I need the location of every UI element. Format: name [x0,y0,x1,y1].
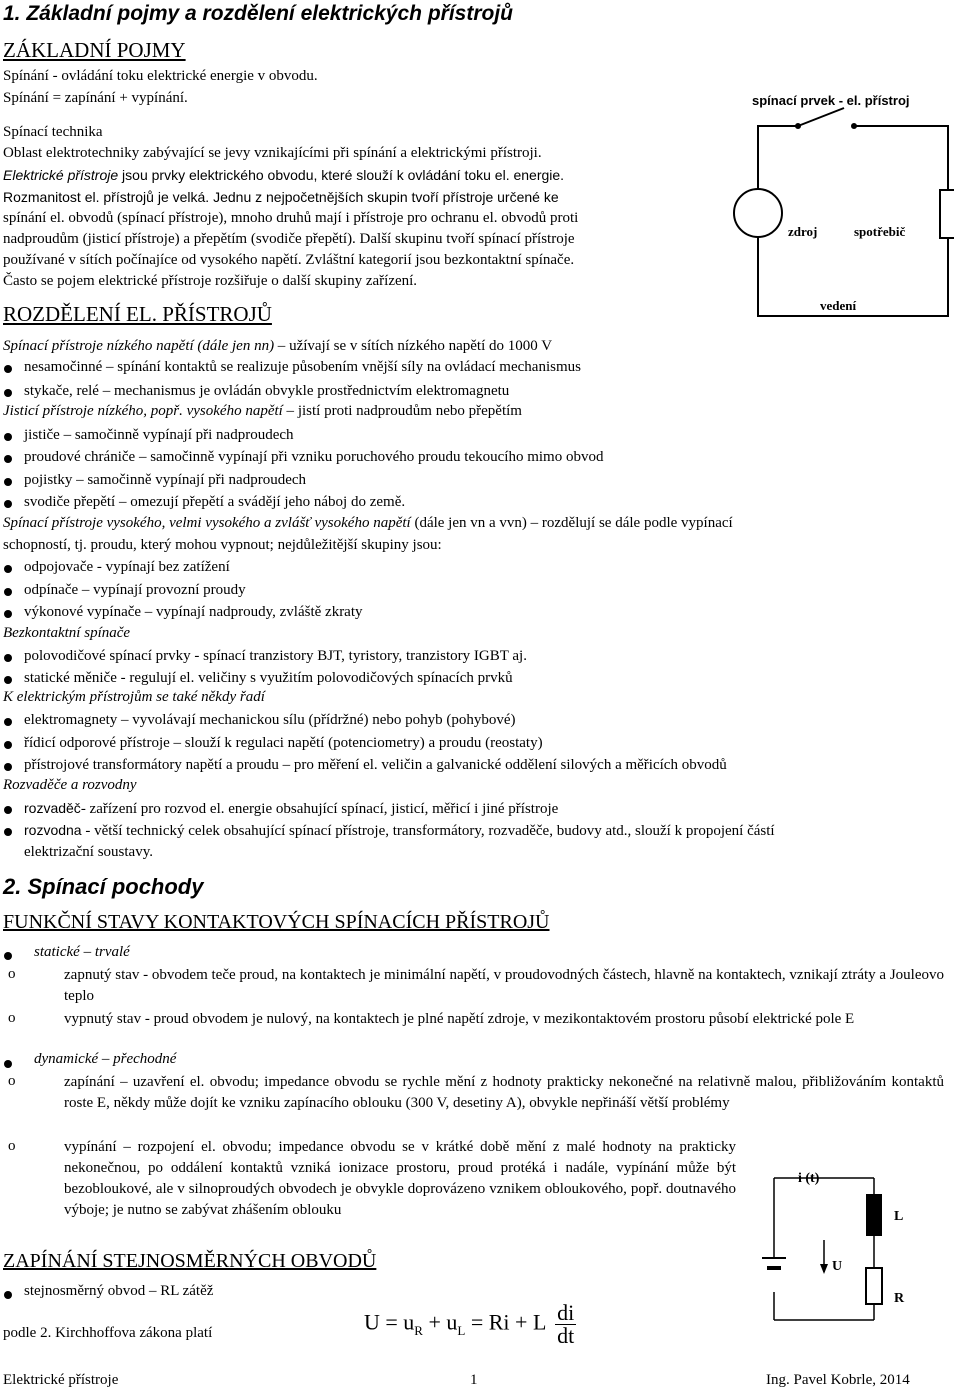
jist-line [3,403,522,420]
eq-fraction [555,1302,576,1347]
bk-title: Bezkontaktní spínače [3,625,131,641]
rz-item-2-cont: elektrizační soustavy. [24,844,153,860]
inductor-symbol [866,1194,882,1236]
resistor-label: R [894,1291,905,1306]
vn-item-3: výkonové vypínače – vypínají nadproudy, zvláště zkraty [24,604,363,620]
switch-circuit-diagram [726,88,954,320]
static-item-1: zapnutý stav - obvodem teče proud, na kontaktech je minimální napětí, v proudovodných částech, hlavně na kontaktech, vznikají ztráty a Jouleovo teplo [64,967,944,1004]
intro-line-2: Spínání = zapínání + vypínání. [3,90,188,106]
jist-item-1: jističe – samočinně vypínají při nadproudech [24,427,294,443]
para-line-4: používané v sítích počínajíce od vysokého napětí. Zvláštní kategorií jsou bezkontaktní spínače. [3,252,575,268]
rz-item-2-term: rozvodna [24,822,82,838]
tech-title: Spínací technika [3,124,103,140]
intro-line-1: Spínání - ovládání toku elektrické energie v obvodu. [3,68,318,84]
rz-item-1 [24,800,558,818]
resistor-symbol [866,1268,882,1304]
vn-rest-2: schopností, tj. proudu, který mohou vypnout; nejdůležitější skupiny jsou: [3,537,442,553]
footer-left: Elektrické přístroje [3,1372,119,1388]
eq-numerator: di [557,1300,575,1325]
line-label: vedení [820,298,857,313]
bk-item-1: polovodičové spínací prvky - spínací tranzistory BJT, tyristory, tranzistory IGBT aj. [24,648,527,664]
jist-item-3: pojistky – samočinně vypínají při nadproudech [24,472,307,488]
eq-sub-r: R [414,1322,423,1338]
eq-rhs: = Ri + L [465,1309,546,1335]
dynamic-item-2: vypínání – rozpojení el. obvodu; impedance obvodu se v krátké době mění z malé hodnoty na prakticky nekonečnou, po oddálení kontaktů vzniká ionizace prostoru, proud protéká i nadále, vypínání může být bezobloukové, ale v silnoproudých obvodech je obvykle doprovázeno vznikem obloukového, popř. doutnavého výboje; je nutno se zabývat zhášením oblouku [64,1139,736,1218]
marker-o: o [8,966,16,982]
eq-plus: + u [422,1309,458,1335]
rz-item-1-term: rozvaděč [24,800,81,816]
rl-circuit-diagram [754,1140,954,1340]
vn-line [3,515,947,532]
heading-dc-switching: ZAPÍNÁNÍ STEJNOSMĚRNÝCH OBVODŮ [3,1250,377,1272]
nn-item-1: nesamočinné – spínání kontaktů se realizuje působením vnější síly na ovládací mechanismus [24,359,581,375]
load-symbol [940,190,954,238]
vn-item-1: odpojovače - vypínají bez zatížení [24,559,230,575]
jist-item-2: proudové chrániče – samočinně vypínají při vzniku poruchového proudu tekoucího mimo obvod [24,449,604,465]
inductor-label: L [894,1209,904,1224]
marker-o: o [8,1073,16,1089]
para-line-1: Rozmanitost el. přístrojů je velká. Jednu z nejpočetnějších skupin tvoří přístroje určené ke [3,189,559,205]
ep-definition [3,167,564,183]
vn-item-2: odpínače – vypínají provozní proudy [24,582,246,598]
footer-page-number: 1 [470,1372,478,1388]
nn-italic: Spínací přístroje nízkého napětí (dále jen nn) – [3,338,286,354]
eq-sub-l: L [457,1322,466,1338]
section-1-title: 1. Základní pojmy a rozdělení elektrických přístrojů [3,2,513,25]
jist-rest: jistí proti nadproudům nebo přepětím [294,403,522,419]
current-label: i (t) [798,1171,820,1186]
rz-title: Rozvaděče a rozvodny [3,777,137,793]
switch-contact-right [851,123,857,129]
marker-o: o [8,1010,16,1026]
circuit-loop [758,126,948,316]
diagram-title: spínací prvek - el. přístroj [752,93,910,108]
voltage-label: U [832,1259,843,1274]
vn-rest-1: (dále jen vn a vvn) – rozdělují se dále podle vypínací [410,515,733,531]
load-label: spotřebič [854,224,906,239]
dynamic-item-1: zapínání – uzavření el. obvodu; impedance obvodu se rychle mění z hodnoty prakticky nekonečné na relativně malou, přibližováním kontaktů roste E, někdy může dojít ke vzniku zapínacího oblouku (300 V, desetiny A), obvykle nepřináší větší problémy [64,1074,944,1111]
tech-line: Oblast elektrotechniky zabývající se jevy vznikajícími při spínání a elektrickými přístroji. [3,145,542,161]
dynamic-title: dynamické – přechodné [34,1051,177,1067]
para-line-3: nadproudům (jisticí přístroje) a přepětím (svodiče přepětí). Další skupinu tvoří spínací přístroje [3,231,575,247]
vn-italic: Spínací přístroje vysokého, velmi vysokého a zvlášť vysokého napětí [3,515,411,531]
nn-item-2: stykače, relé – mechanismus je ovládán obvykle prostřednictvím elektromagnetu [24,383,510,399]
ep-term: Elektrické přístroje [3,167,119,183]
heading-functional-states: FUNKČNÍ STAVY KONTAKTOVÝCH SPÍNACÍCH PŘÍSTROJŮ [3,911,550,933]
source-label: zdroj [788,224,818,239]
rz-item-1-rest: - zařízení pro rozvod el. energie obsahující spínací, jisticí, měřicí i jiné přístroje [80,801,559,817]
rz-item-2-rest: - větší technický celek obsahující spínací přístroje, transformátory, rozvaděče, budovy atd., slouží k propojení částí [81,823,775,839]
eq-denominator: dt [557,1323,575,1348]
nn-line [3,338,552,355]
equation [364,1302,576,1347]
jist-italic: Jisticí přístroje nízkého, popř. vysokého napětí – [3,403,295,419]
source-symbol [734,189,782,237]
bk-item-2: statické měniče - regulují el. veličiny s využitím polovodičových spínacích prvků [24,670,513,686]
nn-rest: užívají se v sítích nízkého napětí do 1000 V [285,338,553,354]
ep-rest: jsou prvky elektrického obvodu, které slouží k ovládání toku el. energie. [118,167,565,183]
heading-division: ROZDĚLENÍ EL. PŘÍSTROJŮ [3,302,272,326]
para-line-5: Často se pojem elektrické přístroje rozšiřuje o další skupiny zařízení. [3,273,418,289]
section-2-title: 2. Spínací pochody [3,874,204,899]
ek-title: K elektrickým přístrojům se také někdy řadí [3,689,265,705]
jist-item-4: svodiče přepětí – omezují přepětí a svádějí jeho náboj do země. [24,494,406,510]
ek-item-2: řídicí odporové přístroje – slouží k regulaci napětí (potenciometry) a proudu (reostaty) [24,735,543,751]
eq-lhs: U = u [364,1309,415,1335]
rz-item-2 [24,822,775,840]
marker-o: o [8,1138,16,1154]
para-line-2: spínání el. obvodů (spínací přístroje), mnoho druhů mají i přístroje pro ochranu el. obvodů proti [3,210,579,226]
heading-basic-terms: ZÁKLADNÍ POJMY [3,38,186,62]
footer-right: Ing. Pavel Kobrle, 2014 [766,1372,910,1388]
static-title: statické – trvalé [34,944,130,960]
ek-item-1: elektromagnety – vyvolávají mechanickou sílu (přídržné) nebo pohyb (pohybové) [24,712,516,728]
ek-item-3: přístrojové transformátory napětí a proudu – pro měření el. veličin a galvanické oddělení silových a měřicích obvodů [24,757,727,773]
kirchhoff-line: podle 2. Kirchhoffova zákona platí [3,1325,213,1341]
static-item-2: vypnutý stav - proud obvodem je nulový, na kontaktech je plné napětí zdroje, v mezikontaktovém prostoru působí elektrické pole E [64,1011,855,1027]
dc-item: stejnosměrný obvod – RL zátěž [24,1283,214,1299]
